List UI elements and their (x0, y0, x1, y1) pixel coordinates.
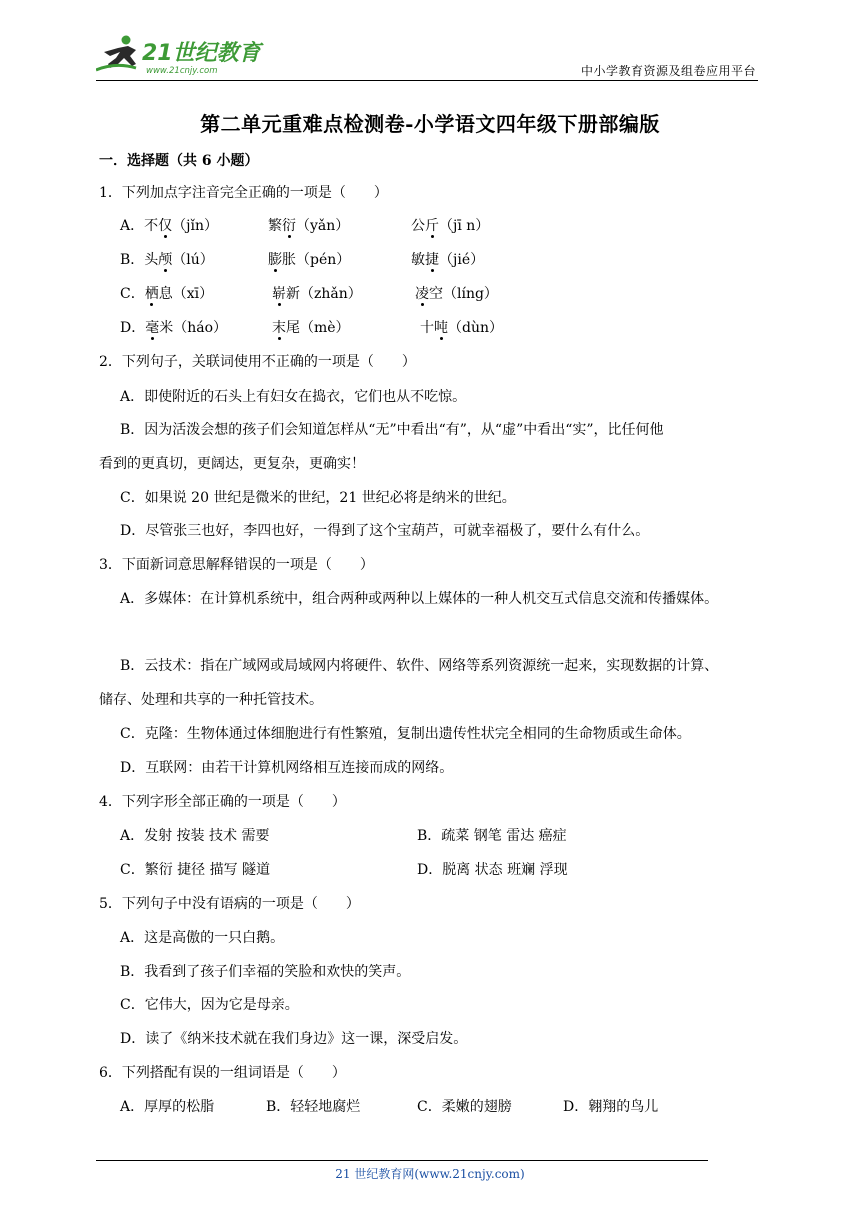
logo-url: www.21cnjy.com (146, 66, 218, 76)
question-1-option-d-word-3: 十吨（dùn） (420, 320, 503, 336)
question-1-option-c: C．栖息（xī） (120, 286, 214, 302)
question-5-option-c: C．它伟大，因为它是母亲。 (120, 997, 299, 1013)
question-4-option-d: D．脱离 状态 班斓 浮现 (417, 862, 568, 878)
question-2-option-b-cont: 看到的更真切，更阔达，更复杂，更确实！ (99, 456, 365, 472)
question-5-option-a: A．这是高傲的一只白鹅。 (120, 930, 285, 946)
question-2-stem: 2．下列句子，关联词使用不正确的一项是（ ） (99, 354, 416, 370)
question-1-stem: 1．下列加点字注音完全正确的一项是（ ） (99, 185, 388, 201)
question-4-option-b: B．疏菜 钢笔 雷达 癌症 (417, 828, 567, 844)
logo-text: 21世纪教育 (142, 41, 261, 66)
question-1-option-b-word-2: 膨胀（pén） (268, 252, 351, 268)
question-2-option-d: D．尽管张三也好，李四也好，一得到了这个宝葫芦，可就幸福极了，要什么有什么。 (120, 523, 650, 539)
question-3-option-a: A．多媒体：在计算机系统中，组合两种或两种以上媒体的一种人机交互式信息交流和传播媒体。 (120, 591, 719, 607)
logo (96, 34, 266, 76)
question-6-option-b: B．轻轻地腐烂 (266, 1099, 361, 1115)
question-6-stem: 6．下列搭配有误的一组词语是（ ） (99, 1065, 346, 1081)
question-5-option-d: D．读了《纳米技术就在我们身边》这一课，深受启发。 (120, 1031, 468, 1047)
question-4-stem: 4．下列字形全部正确的一项是（ ） (99, 794, 346, 810)
question-3-option-d: D．互联网：由若干计算机网络相互连接而成的网络。 (120, 760, 454, 776)
question-1-option-a: A．不仅（jǐn） (120, 218, 218, 234)
question-1-option-a-word-3: 公斤（jī n） (411, 218, 490, 234)
question-3-option-b: B．云技术：指在广域网或局域网内将硬件、软件、网络等系列资源统一起来，实现数据的计算、 (120, 658, 719, 674)
question-1-option-c-word-3: 凌空（líng） (415, 286, 498, 302)
question-3-stem: 3．下面新词意思解释错误的一项是（ ） (99, 557, 374, 573)
question-1-option-c-word-2: 崭新（zhǎn） (272, 286, 362, 302)
question-2-option-a: A．即使附近的石头上有妇女在捣衣，它们也从不吃惊。 (120, 389, 467, 405)
question-5-stem: 5．下列句子中没有语病的一项是（ ） (99, 896, 360, 912)
question-1-option-a-word-2: 繁衍（yǎn） (268, 218, 350, 234)
question-3-option-c: C．克隆：生物体通过体细胞进行有性繁殖，复制出遗传性状完全相同的生命物质或生命体。 (120, 726, 691, 742)
question-6-option-d: D．翱翔的鸟儿 (563, 1099, 659, 1115)
question-1-option-d: D．毫米（háo） (120, 320, 228, 336)
question-5-option-b: B．我看到了孩子们幸福的笑脸和欢快的笑声。 (120, 964, 411, 980)
question-1-option-b: B．头颅（lú） (120, 252, 214, 268)
running-figure-icon (96, 36, 136, 71)
question-2-option-c: C．如果说 20 世纪是微米的世纪，21 世纪必将是纳米的世纪。 (120, 490, 516, 506)
question-1-option-b-word-3: 敏捷（jié） (411, 252, 485, 268)
footer-link[interactable]: 21 世纪教育网(www.21cnjy.com) (335, 1167, 525, 1181)
section-heading: 一．选择题（共 6 小题） (99, 153, 259, 169)
question-6-option-a: A．厚厚的松脂 (120, 1099, 215, 1115)
platform-name: 中小学教育资源及组卷应用平台 (580, 64, 756, 78)
question-4-option-a: A．发射 按装 技术 需要 (120, 828, 270, 844)
question-3-option-b-cont: 储存、处理和共享的一种托管技术。 (99, 692, 323, 708)
page-header (96, 34, 758, 81)
question-1-option-d-word-2: 末尾（mè） (272, 320, 350, 336)
question-4-option-c: C．繁衍 捷径 描写 隧道 (120, 862, 271, 878)
question-2-option-b: B．因为活泼会想的孩子们会知道怎样从“无”中看出“有”，从“虚”中看出“实”，比任何他 (120, 422, 664, 438)
question-6-option-c: C．柔嫩的翅膀 (417, 1099, 512, 1115)
footer-divider (96, 1160, 708, 1161)
page-title: 第二单元重难点检测卷-小学语文四年级下册部编版 (200, 112, 660, 136)
